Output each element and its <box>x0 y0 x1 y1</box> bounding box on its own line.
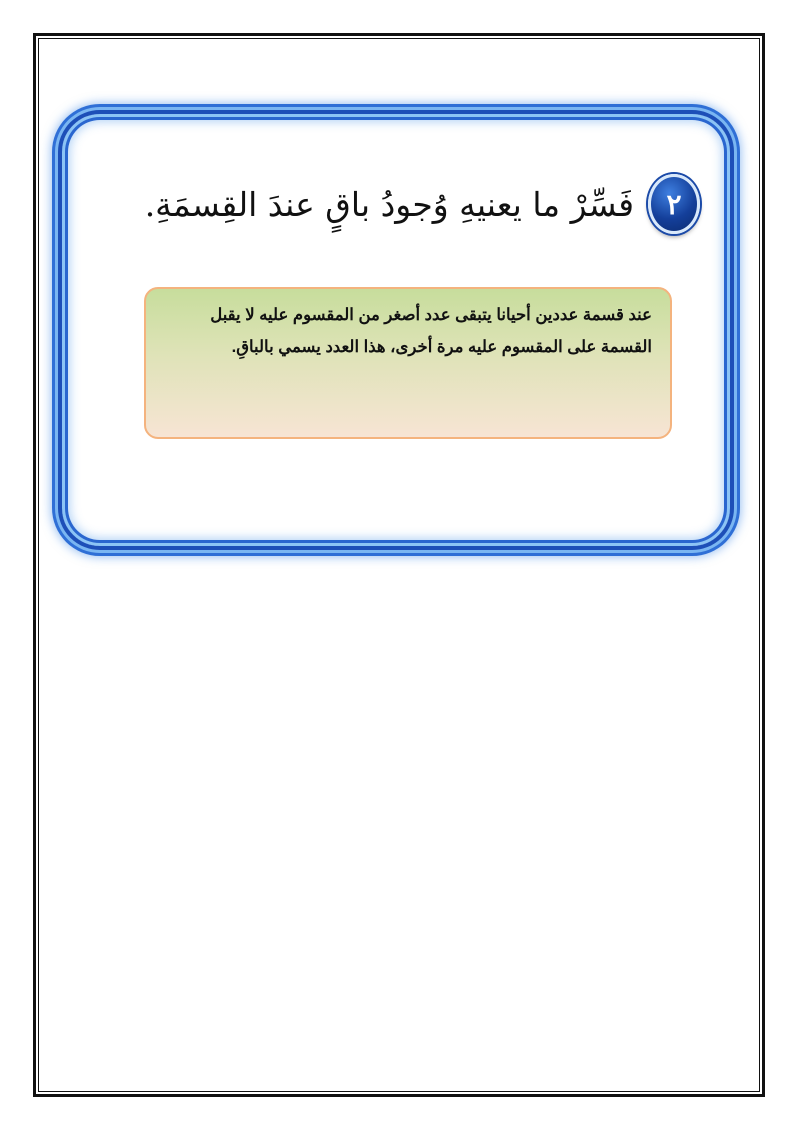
question-number-badge <box>648 174 700 234</box>
question-card <box>58 110 734 550</box>
question-text: فَسِّرْ ما يعنيهِ وُجودُ باقٍ عندَ القِسمَةِ. <box>144 184 634 224</box>
question-number: ٢ <box>666 187 682 221</box>
answer-box <box>144 287 672 439</box>
question-row <box>145 169 700 239</box>
answer-text: عند قسمة عددين أحيانا يتبقى عدد أصغر من المقسوم عليه لا يقبل القسمة على المقسوم عليه مرة أخرى، هذا العدد يسمي بالباقِ. <box>210 306 652 356</box>
